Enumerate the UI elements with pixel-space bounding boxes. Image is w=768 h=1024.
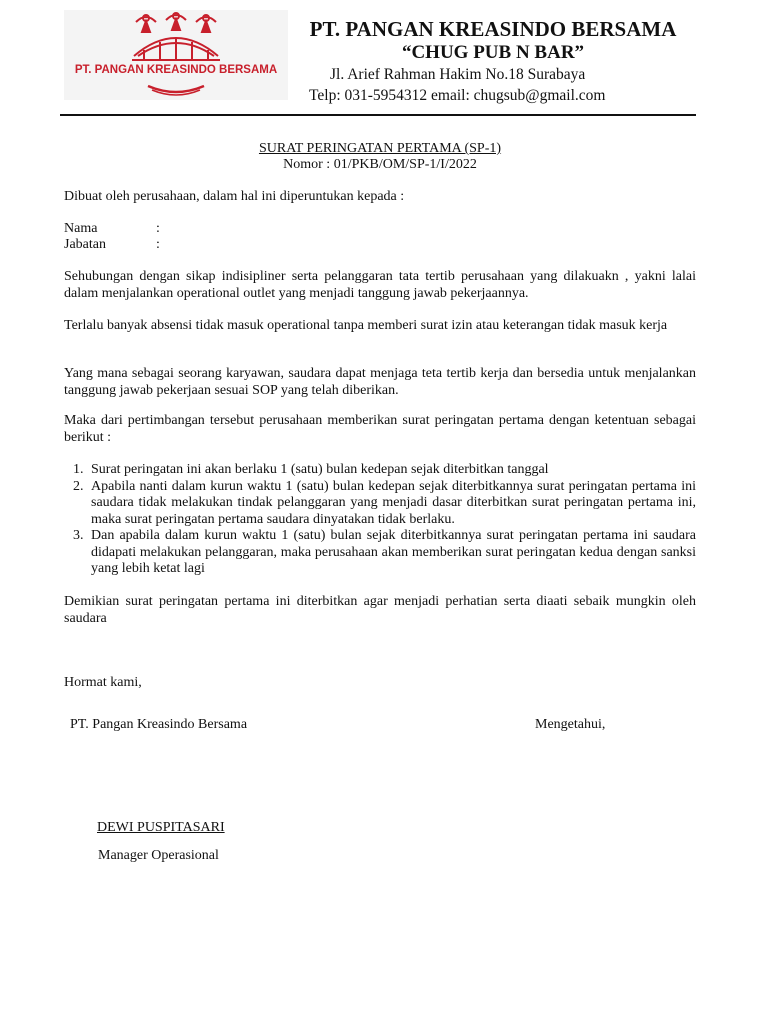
closing-paragraph: Demikian surat peringatan pertama ini diterbitkan agar menjadi perhatian serta diaati sebaik mungkin oleh saudara xyxy=(64,594,696,626)
company-name: PT. PANGAN KREASINDO BERSAMA xyxy=(309,17,677,41)
list-item-text: Surat peringatan ini akan berlaku 1 (satu) bulan kedepan sejak diterbitkan tanggal xyxy=(91,462,549,477)
paragraph-4: Maka dari pertimbangan tersebut perusahaan memberikan surat peringatan pertama dengan ketentuan sebagai berikut : xyxy=(64,413,696,445)
greeting: Hormat kami, xyxy=(64,675,142,690)
signatory-company: PT. Pangan Kreasindo Bersama xyxy=(70,717,248,732)
intro-paragraph: Dibuat oleh perusahaan, dalam hal ini diperuntukan kepada : xyxy=(64,189,405,204)
signatory-name: DEWI PUSPITASARI xyxy=(97,820,225,835)
signatory-position: Manager Operasional xyxy=(98,848,219,863)
list-item xyxy=(64,462,696,479)
terms-list xyxy=(64,462,696,578)
list-item-number: 3. xyxy=(73,528,84,543)
company-address: Jl. Arief Rahman Hakim No.18 Surabaya xyxy=(330,66,586,83)
field-label-jabatan: Jabatan xyxy=(64,237,106,252)
field-label-nama: Nama xyxy=(64,221,98,236)
header-divider xyxy=(60,114,696,116)
field-colon-jabatan: : xyxy=(156,237,160,252)
letter-number: Nomor : 01/PKB/OM/SP-1/I/2022 xyxy=(283,157,477,172)
company-logo xyxy=(64,10,288,100)
company-subtitle: “CHUG PUB N BAR” xyxy=(401,42,585,63)
list-item xyxy=(64,479,696,529)
list-item-text: Apabila nanti dalam kurun waktu 1 (satu) bulan kedepan sejak diterbitkannya surat peringatan pertama ini saudara tidak melakukan tindak pelanggaran yang menjadi dasar diterbitkan surat peringatan pertama ini, maka surat peringatan pertama saudara dinyatakan tidak berlaku. xyxy=(91,478,696,527)
paragraph-1: Sehubungan dengan sikap indisipliner serta pelanggaran tata tertib perusahaan yang dilakuakn , yakni lalai dalam menjalankan operational outlet yang menjadi tanggung jawab pekerjaannya. xyxy=(64,269,696,301)
list-item xyxy=(64,528,696,578)
acknowledged-label: Mengetahui, xyxy=(535,717,606,732)
logo-text: PT. PANGAN KREASINDO BERSAMA xyxy=(74,64,278,76)
list-item-text: Dan apabila dalam kurun waktu 1 (satu) bulan sejak diterbitkannya surat peringatan pertama ini saudara didapati melakukan pelanggaran, maka perusahaan akan memberikan surat peringatan kedua dengan sanksi yang lebih ketat lagi xyxy=(91,528,696,576)
company-logo-icon xyxy=(64,10,288,100)
paragraph-3: Yang mana sebagai seorang karyawan, saudara dapat menjaga teta tertib kerja dan bersedia untuk menjalankan tanggung jawab pekerjaan sesuai SOP yang telah diberikan. xyxy=(64,366,696,398)
paragraph-2: Terlalu banyak absensi tidak masuk operational tanpa memberi surat izin atau keterangan tidak masuk kerja xyxy=(64,318,668,333)
list-item-number: 2. xyxy=(73,478,84,494)
letter-title: SURAT PERINGATAN PERTAMA (SP-1) xyxy=(258,141,502,156)
company-contact: Telp: 031-5954312 email: chugsub@gmail.com xyxy=(309,87,606,104)
list-item-number: 1. xyxy=(73,462,84,477)
field-colon-nama: : xyxy=(156,221,160,236)
